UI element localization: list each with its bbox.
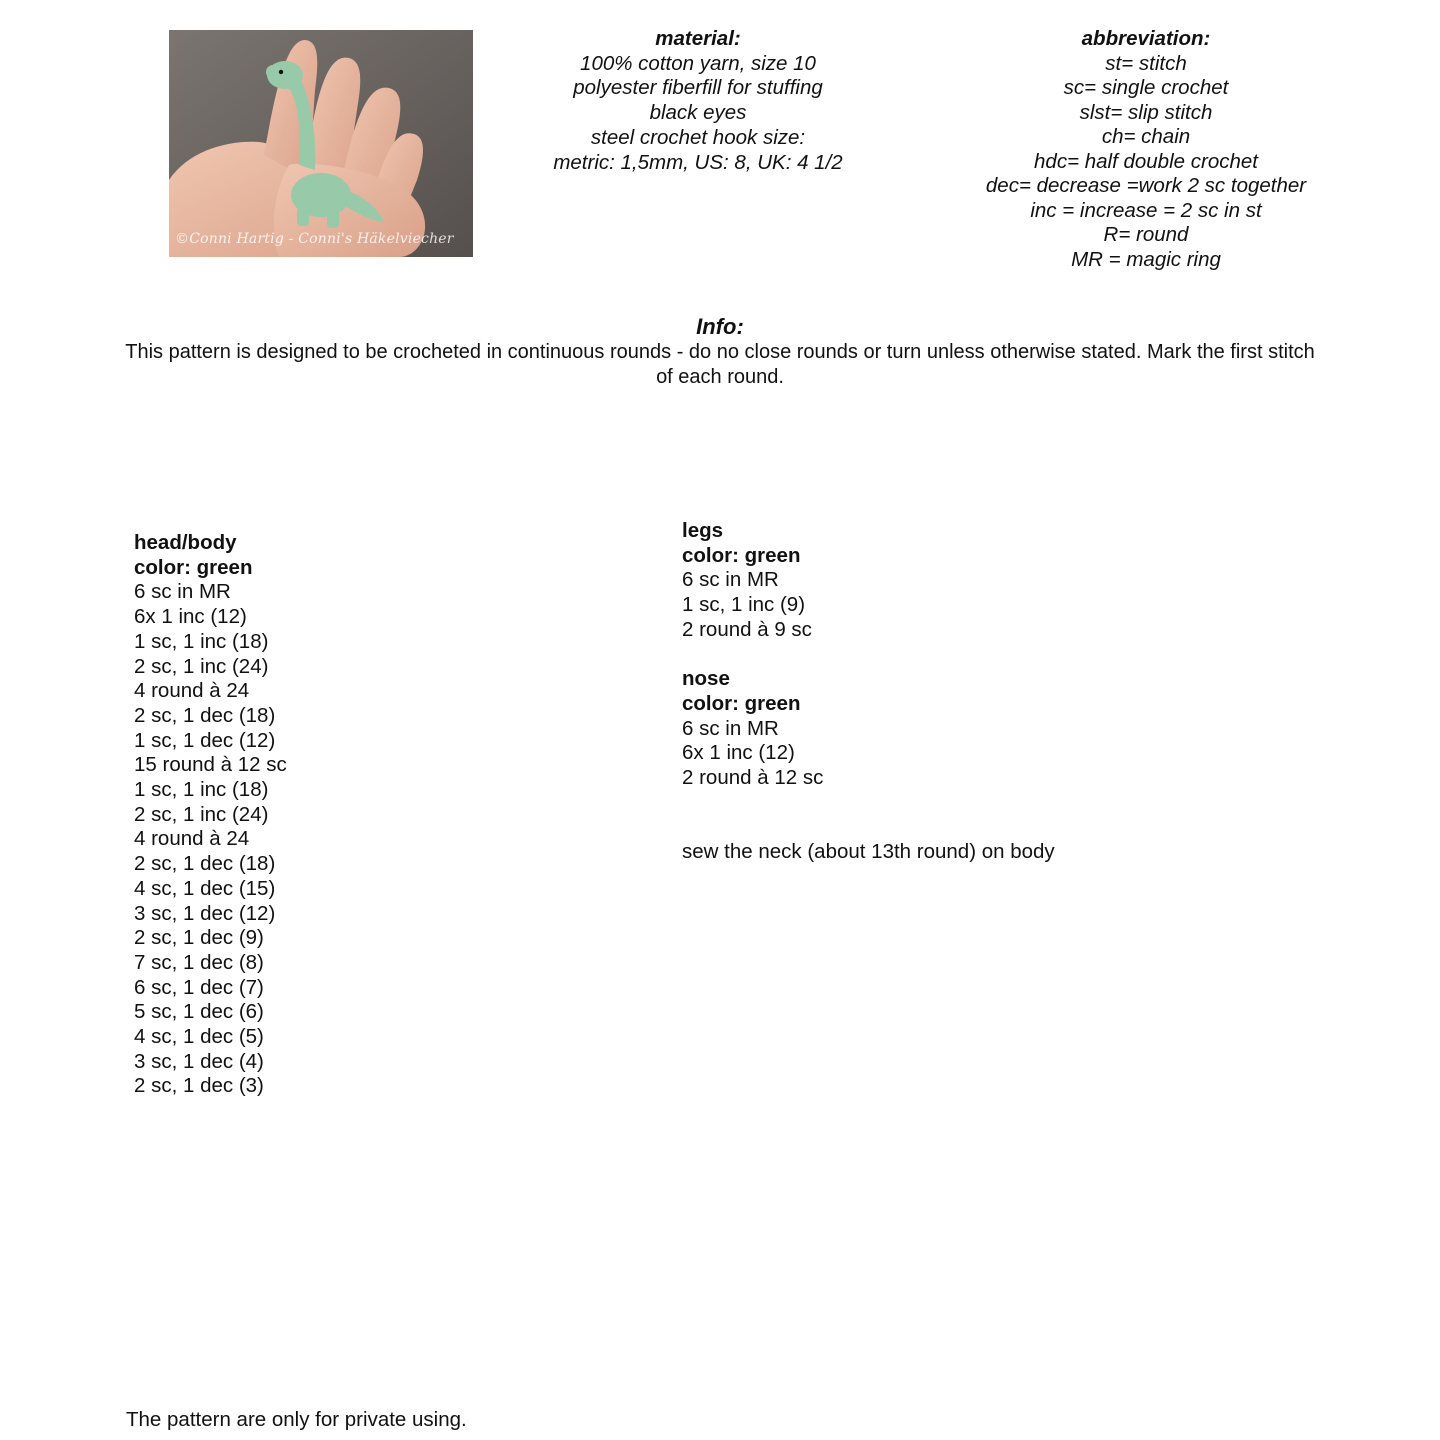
head-body-color: color: green <box>134 555 253 579</box>
round-instruction: 2 sc, 1 inc (24) <box>134 802 269 826</box>
legs-rounds <box>682 568 1242 642</box>
dinosaur-eye <box>279 70 283 74</box>
round-instruction: 2 sc, 1 dec (18) <box>134 852 276 876</box>
round-instruction: 1 sc, 1 inc (9) <box>682 593 806 617</box>
round-instruction: 2 sc, 1 dec (9) <box>134 926 264 950</box>
round-instruction: 6 sc in MR <box>682 568 779 592</box>
head-body-title: head/body <box>134 531 237 554</box>
round-instruction: 1 sc, 1 dec (12) <box>134 728 276 752</box>
legs-nose-section <box>682 519 1242 865</box>
abbreviation-line: hdc= half double crochet <box>1034 149 1258 173</box>
photo-credit-watermark: ©Conni Hartig - Conni's Häkelviecher <box>175 231 454 247</box>
abbreviation-line: ch= chain <box>1101 125 1191 148</box>
abbreviation-line: R= round <box>1103 223 1189 246</box>
dinosaur-in-hand-illustration <box>169 30 473 257</box>
round-instruction: 4 round à 24 <box>134 827 250 851</box>
material-line: black eyes <box>649 101 747 125</box>
spacer <box>682 791 1242 840</box>
round-instruction: 6x 1 inc (12) <box>134 605 247 629</box>
abbreviation-line: st= stitch <box>1105 51 1187 75</box>
legs-color: color: green <box>682 543 801 567</box>
abbreviation-heading: abbreviation: <box>1081 27 1211 50</box>
footer-note: The pattern are only for private using. <box>126 1408 467 1431</box>
round-instruction: 15 round à 12 sc <box>134 753 287 777</box>
abbreviation-line: dec= decrease =work 2 sc together <box>985 174 1307 197</box>
round-instruction: 4 sc, 1 dec (15) <box>134 876 276 900</box>
material-line: 100% cotton yarn, size 10 <box>580 51 816 75</box>
round-instruction: 4 sc, 1 dec (5) <box>134 1025 264 1049</box>
round-instruction: 5 sc, 1 dec (6) <box>134 1000 264 1024</box>
round-instruction: 2 sc, 1 dec (3) <box>134 1074 264 1098</box>
round-instruction: 2 round à 12 sc <box>682 766 824 790</box>
round-instruction: 6 sc in MR <box>134 580 231 604</box>
sew-note: sew the neck (about 13th round) on body <box>682 840 1055 864</box>
info-text: This pattern is designed to be crocheted in continuous rounds - do no close rounds or turn unless otherwise stated. Mark the first stitch of each round. <box>125 341 1315 388</box>
abbreviation-section <box>956 27 1336 272</box>
round-instruction: 1 sc, 1 inc (18) <box>134 629 269 653</box>
round-instruction: 2 sc, 1 dec (18) <box>134 703 276 727</box>
legs-title: legs <box>682 519 724 542</box>
round-instruction: 3 sc, 1 dec (12) <box>134 901 276 925</box>
material-heading: material: <box>655 27 741 50</box>
abbreviation-line: inc = increase = 2 sc in st <box>1030 198 1262 222</box>
material-line: steel crochet hook size: <box>590 125 806 149</box>
round-instruction: 2 sc, 1 inc (24) <box>134 654 269 678</box>
material-section <box>510 27 886 175</box>
product-photo <box>169 30 473 257</box>
abbreviation-line: sc= single crochet <box>1063 76 1229 99</box>
round-instruction: 2 round à 9 sc <box>682 617 812 641</box>
abbreviation-line: MR = magic ring <box>1071 247 1221 271</box>
spacer <box>682 643 1242 668</box>
nose-title: nose <box>682 667 730 691</box>
nose-rounds <box>682 717 1242 791</box>
info-section <box>118 314 1322 389</box>
round-instruction: 6x 1 inc (12) <box>682 741 795 765</box>
round-instruction: 1 sc, 1 inc (18) <box>134 778 269 802</box>
material-line: polyester fiberfill for stuffing <box>573 76 823 100</box>
round-instruction: 6 sc, 1 dec (7) <box>134 975 264 999</box>
head-body-rounds <box>134 580 554 1099</box>
head-body-section <box>134 531 554 1099</box>
material-line: metric: 1,5mm, US: 8, UK: 4 1/2 <box>553 150 843 174</box>
round-instruction: 6 sc in MR <box>682 716 779 740</box>
round-instruction: 3 sc, 1 dec (4) <box>134 1049 264 1073</box>
round-instruction: 7 sc, 1 dec (8) <box>134 950 264 974</box>
nose-color: color: green <box>682 691 801 715</box>
info-heading: Info: <box>696 314 744 339</box>
abbreviation-line: slst= slip stitch <box>1079 100 1213 124</box>
round-instruction: 4 round à 24 <box>134 679 250 703</box>
